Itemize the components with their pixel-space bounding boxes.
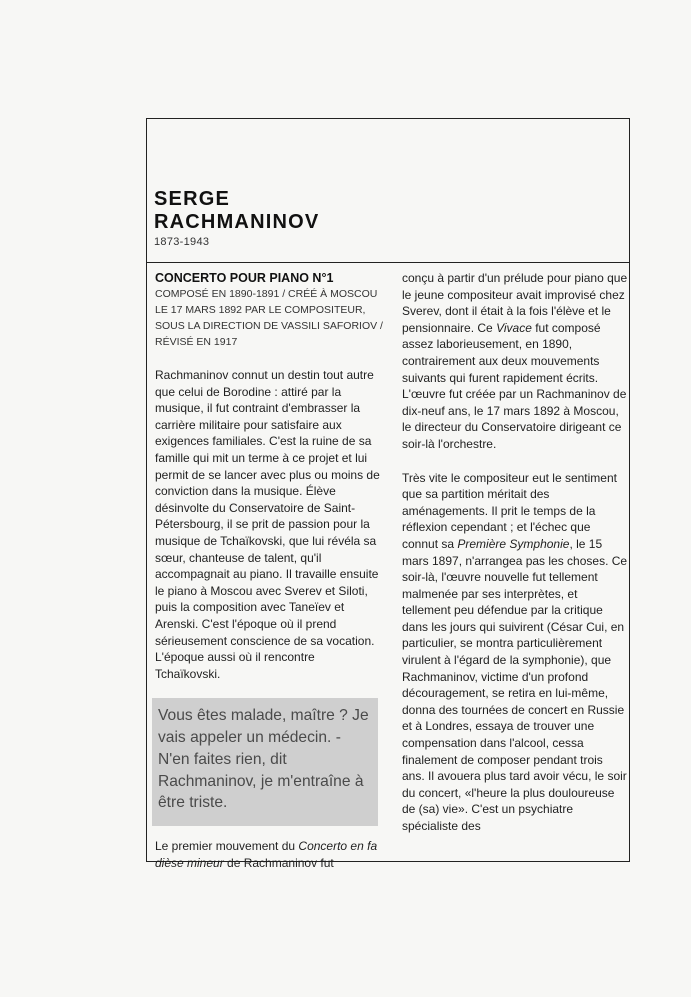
revision-paragraph [402,470,628,835]
movement-text-end: de Rachmaninov fut [223,855,334,870]
right-column [402,270,628,835]
symphony-italic: Première Symphonie [457,536,570,551]
revision-text-start: Très vite le compositeur eut le sentiment que sa partition méritait des aménagements. Il prit le temps de la réflexion cependant ; et l'échec que connut sa [402,470,617,551]
composition-text-start: conçu à partir d'un prélude pour piano que le jeune compositeur avait improvisé chez Sverev, dont il était à la fois l'élève et le pensionnaire. Ce [402,271,628,335]
left-column [155,270,383,871]
composer-years: 1873-1943 [154,236,210,248]
composer-last-name: RACHMANINOV [154,211,320,233]
header-rule [146,262,630,263]
composition-paragraph [402,270,628,453]
composition-text-end: fut composé assez laborieusement, en 1890, contrairement aux deux mouvements suivants qui furent rapidement écrits. L'œuvre fut créée par un Rachmaninov de dix-neuf ans, le 17 mars 1892 à Moscou, le directeur du Conservatoire dirigeant ce soir-là l'orchestre. [402,320,627,451]
bio-paragraph: Rachmaninov connut un destin tout autre que celui de Borodine : attiré par la musique, il fut contraint d'embrasser la carrière militaire pour satisfaire aux exigences familiales. C'est la ruine de sa famille qui mit un terme à ce projet et lui permit de se lancer avec plus ou moins de conviction dans la musique. Élève désinvolte du Conservatoire de Saint-Pétersbourg, il se prit de passion pour la musique de Tchaïkovski, que lui révéla sa sœur, chanteuse de talent, qu'il accompagnait au piano. Il travaille ensuite le piano à Moscou avec Sverev et Siloti, puis la composition avec Taneïev et Arenski. C'est l'époque où il prend sérieusement conscience de sa vocation. L'époque aussi où il rencontre Tchaïkovski. [155,368,380,681]
vivace-italic: Vivace [496,320,532,335]
composer-name [154,188,319,234]
work-meta: COMPOSÉ EN 1890-1891 / CRÉÉ À MOSCOU LE 17 MARS 1892 PAR LE COMPOSITEUR, SOUS LA DIRECTION DE VASSILI SAFORIOV / RÉVISÉ EN 1917 [155,288,383,348]
work-title: CONCERTO POUR PIANO N°1 [155,271,334,285]
movement-paragraph [155,838,383,871]
work-name-italic: Concerto en fa dièse mineur [155,839,378,870]
movement-text-start: Le premier mouvement du [155,839,299,854]
pull-quote: Vous êtes malade, maître ? Je vais appeler un médecin. - N'en faites rien, dit Rachmaninov, je m'entraîne à être triste. [152,698,378,826]
revision-text-end: , le 15 mars 1897, n'arrangea pas les choses. Ce soir-là, l'œuvre nouvelle fut tellement malmenée par ses interprètes, et tellement peu défendue par la critique dans les jours qui suivirent (César Cui, en particulier, se montra particulièrement virulent à l'égard de la symphonie), que Rachmaninov, victime d'un profond découragement, se retira en lui-même, donna des tournées de concert en Russie et à Londres, essaya de trouver une compensation dans l'alcool, cessa finalement de composer pendant trois ans. Il avouera plus tard avoir vécu, le soir du concert, «l'heure la plus douloureuse de (sa) vie». C'est un psychiatre spécialiste des [402,536,628,833]
composer-first-name: SERGE [154,188,231,210]
